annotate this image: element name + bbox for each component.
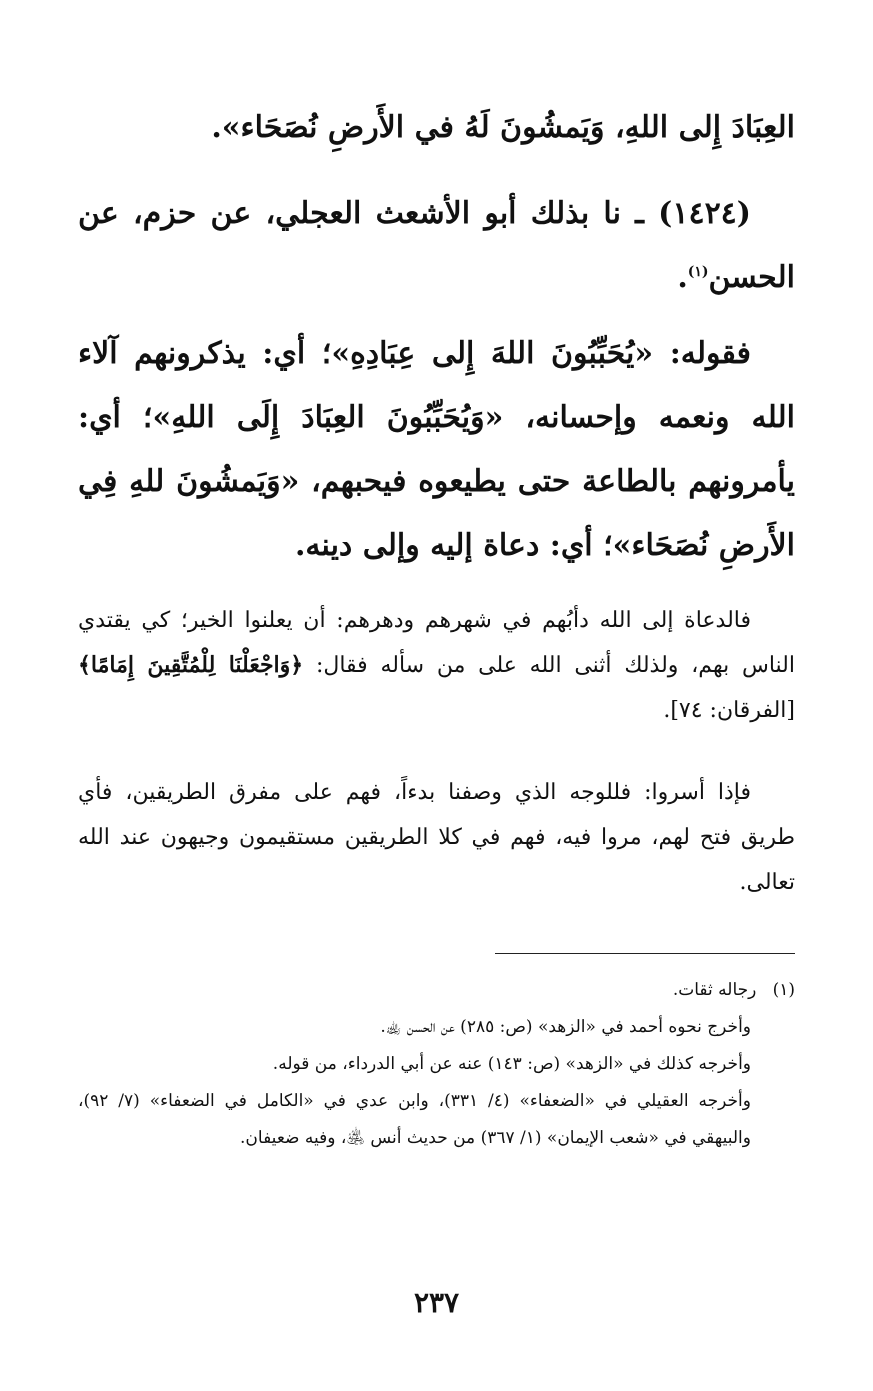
footnote-line: وأخرج نحوه أحمد في «الزهد» (ص: ٢٨٥) عن الحسن ﵀. (380, 1017, 751, 1037)
secret-text: فإذا أسروا: فللوجه الذي وصفنا بدءاً، فهم على مفرق الطريقين، فأي طريق فتح لهم، مروا فيه، فهم في كلا الطريقين مستقيمون وجيهون عند الله تعالى. (78, 780, 795, 895)
paragraph-continuation (78, 96, 795, 160)
quran-reference: [الفرقان: ٧٤]. (663, 698, 795, 723)
narration-end: . (677, 260, 688, 295)
narration-text: ـ نا بذلك أبو الأشعث العجلي، عن حزم، عن الحسن (78, 196, 795, 295)
footnote-reference[interactable]: (١) (687, 264, 709, 280)
commentary-text-4: ؛ أي: دعاة إليه وإلى دينه. (294, 528, 613, 563)
footnote-separator (495, 953, 795, 954)
continuation-text: العِبَادَ إِلى اللهِ، وَيَمشُونَ لَهُ في الأَرضِ نُصَحَاء». (211, 110, 795, 145)
footnote-line: وأخرجه العقيلي في «الضعفاء» (٤/ ٣٣١)، وابن عدي في «الكامل في الضعفاء» (٧/ ٩٢)، والبيهقي في «شعب الإيمان» (١/ ٣٦٧) من حديث أنس ﵁، وفيه ضعيفان. (78, 1091, 751, 1148)
quran-verse: ﴿وَاجْعَلْنَا لِلْمُتَّقِينَ إِمَامًا﴾ (78, 652, 304, 678)
footnote-details (78, 1009, 795, 1157)
commentary-text-2: ؛ أي: يذكرونهم آلاء الله ونعمه وإحسانه، (78, 336, 795, 435)
commentary-text-3: ؛ أي: يأمرونهم بالطاعة حتى يطيعوه فيحبهم، (78, 400, 796, 499)
preachers-paragraph (78, 598, 795, 733)
footnote-text: رجاله ثقات. (672, 980, 757, 1000)
quoted-phrase-3: «وَيَمشُونَ للهِ فِي الأَرضِ نُصَحَاء» (78, 464, 795, 563)
commentary-text-1: فقوله: (653, 336, 752, 371)
quoted-phrase-1: «يُحَبِّبُونَ اللهَ إِلى عِبَادِهِ» (331, 336, 654, 371)
book-page (78, 0, 795, 1391)
page-number: ٢٣٧ (413, 1286, 460, 1319)
quoted-phrase-2: «وَيُحَبِّبُونَ العِبَادَ إِلَى اللهِ» (152, 400, 504, 435)
preachers-text: فالدعاة إلى الله دأبُهم في شهرهم ودهرهم: أن يعلنوا الخير؛ كي يقتدي الناس بهم، ولذلك أثنى الله على من سأله فقال: (78, 608, 795, 678)
footnote-line: وأخرجه كذلك في «الزهد» (ص: ١٤٣) عنه عن أبي الدرداء، من قوله. (272, 1054, 751, 1074)
narration-paragraph (78, 182, 795, 310)
narration-number: (١٤٢٤) (658, 196, 751, 231)
footnote-1 (78, 972, 795, 1009)
commentary-paragraph (78, 322, 795, 578)
footnote-number: (١) (772, 980, 795, 1000)
secret-paragraph (78, 770, 795, 905)
